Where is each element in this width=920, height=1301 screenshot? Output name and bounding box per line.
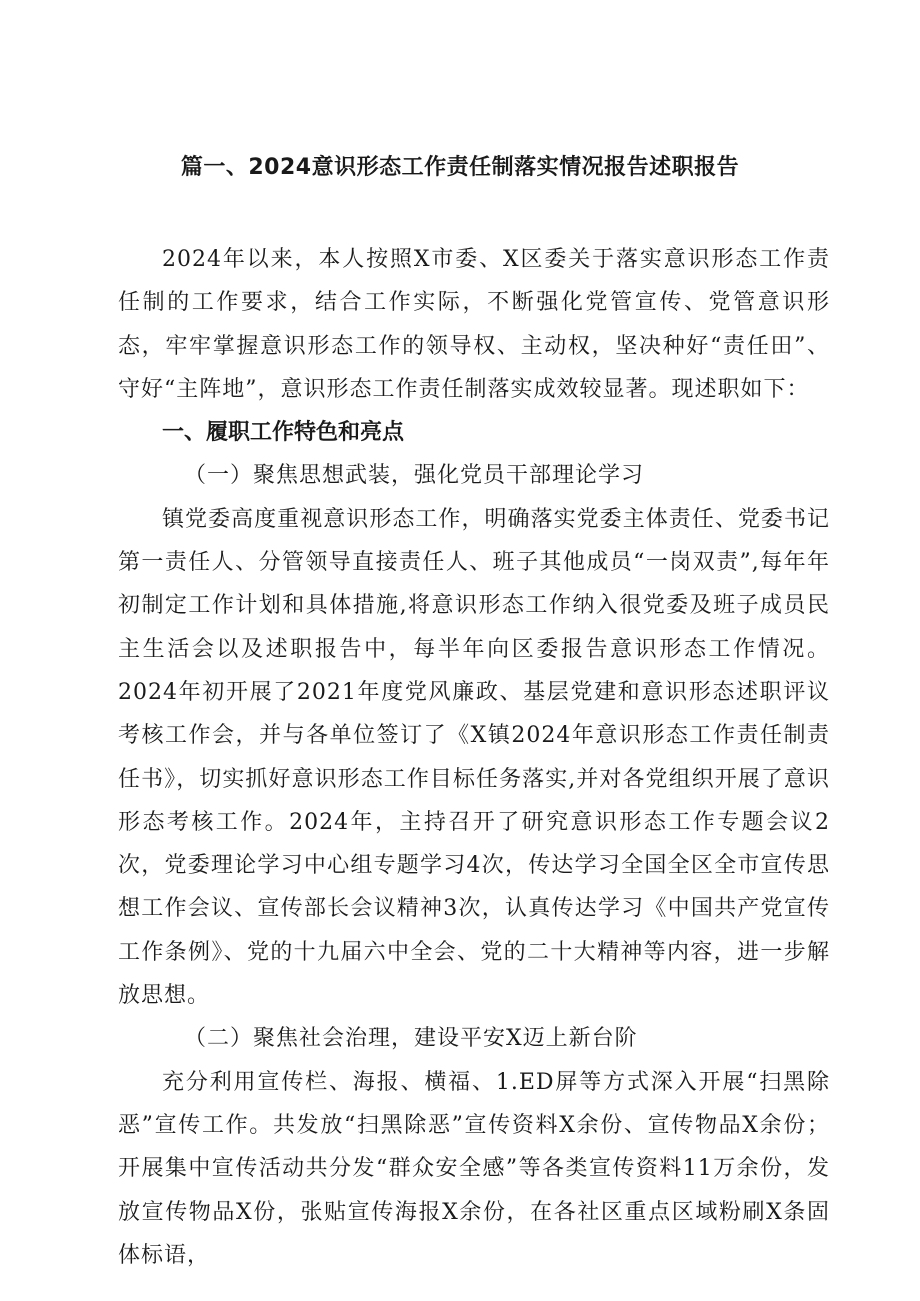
subsection-heading-1: （一）聚焦思想武装，强化党员干部理论学习 — [184, 463, 645, 489]
subsection-paragraph-2: 充分利用宣传栏、海报、横福、1.ED屏等方式深入开展“扫黑除恶”宣传工作。共发放“扫黑除恶”宣传资料X余份、宣传物品X余份；开展集中宣传活动共分发“群众安全感”等各类宣传资料11万余份，发放宣传物品X份，张贴宣传海报X余份，在各社区重点区域粉刷X条固体标语， — [118, 1069, 830, 1268]
intro-paragraph: 2024年以来，本人按照X市委、X区委关于落实意识形态工作责任制的工作要求，结合工作实际，不断强化党管宣传、党管意识形态，牢牢掌握意识形态工作的领导权、主动权，坚决种好“责任田”、守好“主阵地”，意识形态工作责任制落实成效较显著。现述职如下： — [118, 247, 830, 402]
subsection-heading-2: （二）聚焦社会治理，建设平安X迈上新台阶 — [184, 1026, 638, 1052]
document-body — [118, 238, 830, 1277]
document-title: 篇一、2024意识形态工作责任制落实情况报告述职报告 — [180, 155, 740, 180]
section-heading: 一、履职工作特色和亮点 — [162, 420, 405, 446]
subsection-paragraph-1: 镇党委高度重视意识形态工作，明确落实党委主体责任、党委书记第一责任人、分管领导直接责任人、班子其他成员“一岗双责”,每年年初制定工作计划和具体措施,将意识形态工作纳入很党委及班子成员民主生活会以及述职报告中，每半年向区委报告意识形态工作情况。2024年初开展了2021年度党风廉政、基层党建和意识形态述职评议考核工作会，并与各单位签订了《X镇2024年意识形态工作责任制责任书》，切实抓好意识形态工作目标任务落实,并对各党组织开展了意识形态考核工作。2024年，主持召开了研究意识形态工作专题会议2次，党委理论学习中心组专题学习4次，传达学习全国全区全市宣传思想工作会议、宣传部长会议精神3次，认真传达学习《中国共产党宣传工作条例》、党的十九届六中全会、党的二十大精神等内容，进一步解放思想。 — [118, 506, 830, 1009]
